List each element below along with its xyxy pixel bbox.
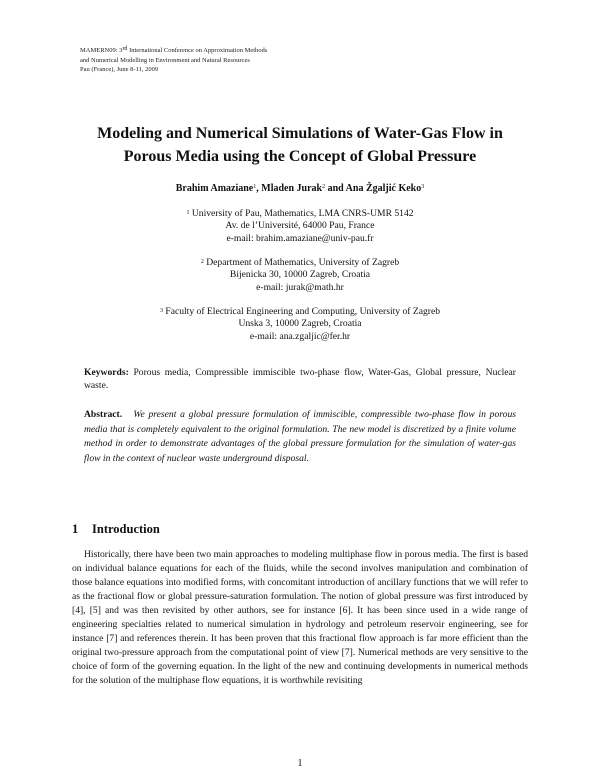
affiliation-line [60,257,540,269]
header-line-1 [80,46,267,56]
page-number: 1 [297,758,303,769]
affiliation-email: e-mail: ana.zgaljic@fer.hr [249,330,351,342]
keywords-text: Porous media, Compressible immiscible two-phase flow, Water-Gas, Global pressure, Nuclear waste. [84,367,516,391]
author-separator: and [325,183,346,194]
keywords-paragraph [84,366,516,392]
section-number: 1 [72,522,79,536]
header-line-1-start: MAMERN09: 3 [80,47,123,54]
author-name: Ana Žgaljić Keko [345,183,422,194]
section-heading [72,522,160,537]
title-line-2: Porous Media using the Concept of Global Pressure [123,148,477,165]
abstract-paragraph [84,408,516,466]
affiliation-2 [60,257,540,294]
conference-header [80,46,267,75]
paper-title [60,122,540,168]
body-paragraph [72,548,528,688]
author-list [60,182,540,195]
header-line-3: Pau (France), June 8-11, 2009 [80,66,159,74]
author-separator: , [256,183,262,194]
affiliation-institution: University of Pau, Mathematics, LMA CNRS-UMR 5142 [191,208,414,219]
affiliation-line [60,306,540,318]
affiliation-institution: Department of Mathematics, University of Zagreb [206,257,400,268]
header-line-2: and Numerical Modelling in Environment and Natural Resources [80,56,250,64]
affiliation-institution: Faculty of Electrical Engineering and Computing, University of Zagreb [165,306,441,317]
affiliation-email: e-mail: brahim.amaziane@univ-pau.fr [226,232,374,244]
header-line-1-end: International Conference on Approximation Methods [127,47,268,54]
affiliation-3 [60,306,540,343]
body-text: Historically, there have been two main approaches to modeling multiphase flow in porous media. The first is based on individual balance equations for each of the fluids, while the second involves manipulation and combination of those balance equations into modified forms, with concomitant introduction of ancillary functions that we will refer to as the fractional flow or global pressure-saturation formulation. The notion of global pressure was first introduced by [4], [5] and was then revisited by other authors, see for instance [6]. It has been since used in a wide range of engineering specialties related to numerical simulation in hydrology and petroleum reservoir engineering, see for instance [7] and references therein. It has been proven that this fractional flow approach is far more efficient than the original two-pressure approach from the computational point of view [7]. Numerical methods are very sensitive to the choice of form of the governing equation. In the light of the new and continuing developments in numerical methods for the solution of the multiphase flow equations, it is worthwhile revisiting [72,549,528,686]
affiliation-email: e-mail: jurak@math.hr [256,281,344,293]
header-ordinal-sup: rd [122,46,128,52]
keywords-label: Keywords: [84,367,129,378]
affiliation-1 [60,208,540,245]
author-sup: 2 [322,184,326,190]
affiliation-sup: 3 [159,308,163,314]
author-name: Brahim Amaziane [175,183,254,194]
author-sup: 3 [421,184,425,190]
author-sup: 1 [253,184,257,190]
affiliation-address: Av. de l’Université, 64000 Pau, France [225,220,375,232]
affiliation-sup: 1 [186,210,190,216]
affiliation-sup: 2 [200,259,204,265]
abstract-label: Abstract. [84,409,123,420]
affiliation-address: Bijenicka 30, 10000 Zagreb, Croatia [229,269,371,281]
author-name: Mladen Jurak [261,183,323,194]
affiliation-address: Unska 3, 10000 Zagreb, Croatia [238,318,362,330]
abstract-text: We present a global pressure formulation of immiscible, compressible two-phase flow in porous media that is completely equivalent to the original formulation. The new model is discretized by a finite volume method in order to demonstrate advantages of the global pressure formulation for the simulation of water-gas flow in the context of nuclear waste underground disposal. [84,409,516,464]
affiliation-line [60,208,540,220]
section-title: Introduction [92,522,160,536]
title-line-1: Modeling and Numerical Simulations of Water-Gas Flow in [97,125,503,142]
